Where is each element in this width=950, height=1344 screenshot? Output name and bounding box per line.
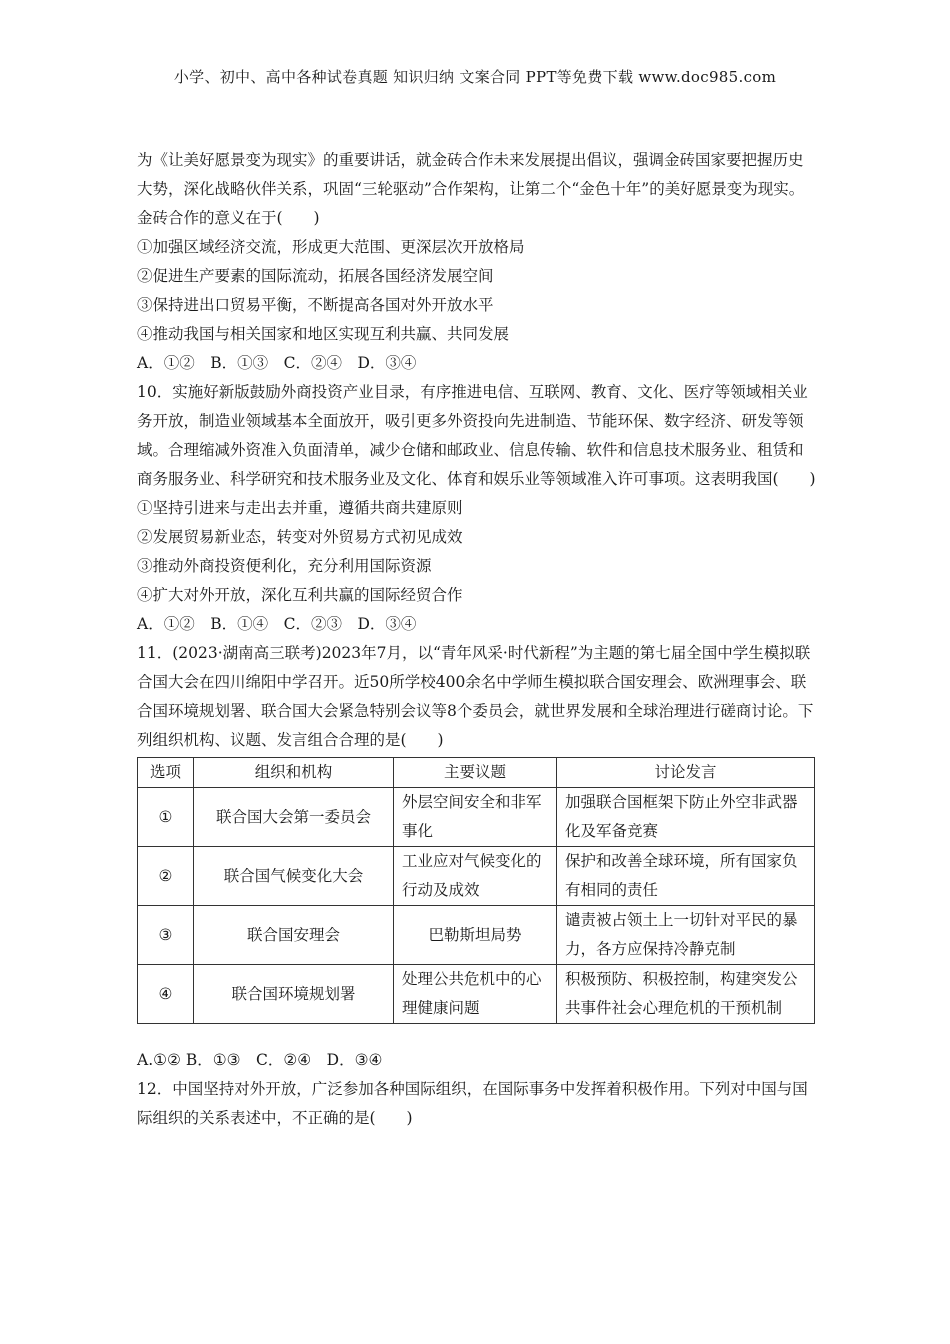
column-header: 组织和机构	[194, 758, 394, 788]
options-table	[137, 757, 815, 1024]
column-header: 讨论发言	[557, 758, 815, 788]
table-cell: 积极预防、积极控制，构建突发公共事件社会心理危机的干预机制	[557, 965, 815, 1024]
table-cell: 保护和改善全球环境，所有国家负有相同的责任	[557, 847, 815, 906]
answer-choices: A.①② B．①③ C．②④ D．③④	[137, 1051, 383, 1069]
question-stem: 11．(2023·湖南高三联考)2023年7月，以“青年风采·时代新程”为主题的第七届全国中学生模拟联合国大会在四川绵阳中学召开。近50所学校400余名中学师生模拟联合国安理会、欧洲理事会、联合国环境规划署、联合国大会紧急特别会议等8个委员会，就世界发展和全球治理进行磋商讨论。下列组织机构、议题、发言组合合理的是( )	[137, 644, 814, 749]
option-4: ④推动我国与相关国家和地区实现互利共赢、共同发展	[137, 325, 510, 343]
question-11	[137, 639, 817, 1075]
table-cell: 处理公共危机中的心理健康问题	[394, 965, 557, 1024]
question-12	[137, 1075, 817, 1133]
table-header-row	[138, 758, 815, 788]
table-row	[138, 906, 815, 965]
question-9	[137, 146, 817, 378]
question-stem: 10．实施好新版鼓励外商投资产业目录，有序推进电信、互联网、教育、文化、医疗等领域相关业务开放，制造业领域基本全面放开，吸引更多外资投向先进制造、节能环保、数字经济、研发等领域。合理缩减外资准入负面清单，减少仓储和邮政业、信息传输、软件和信息技术服务业、租赁和商务服务业、科学研究和技术服务业及文化、体育和娱乐业等领域准入许可事项。这表明我国( )	[137, 383, 816, 488]
table-row	[138, 965, 815, 1024]
table-cell: ③	[138, 906, 194, 965]
table-cell: 联合国气候变化大会	[194, 847, 394, 906]
page-header: 小学、初中、高中各种试卷真题 知识归纳 文案合同 PPT等免费下载 www.doc985.com	[173, 68, 777, 86]
question-stem: 12．中国坚持对外开放，广泛参加各种国际组织，在国际事务中发挥着积极作用。下列对中国与国际组织的关系表述中，不正确的是( )	[137, 1080, 808, 1127]
table-cell: 联合国环境规划署	[194, 965, 394, 1024]
table-row	[138, 788, 815, 847]
table-cell: 联合国大会第一委员会	[194, 788, 394, 847]
column-header: 选项	[138, 758, 194, 788]
table-cell: 巴勒斯坦局势	[394, 906, 557, 965]
table-cell: ④	[138, 965, 194, 1024]
option-4: ④扩大对外开放，深化互利共赢的国际经贸合作	[137, 586, 463, 604]
table-cell: ①	[138, 788, 194, 847]
option-3: ③推动外商投资便利化，充分利用国际资源	[137, 557, 432, 575]
document-body	[137, 146, 817, 1133]
question-10	[137, 378, 817, 639]
option-2: ②促进生产要素的国际流动，拓展各国经济发展空间	[137, 267, 494, 285]
question-stem: 为《让美好愿景变为现实》的重要讲话，就金砖合作未来发展提出倡议，强调金砖国家要把握历史大势，深化战略伙伴关系，巩固“三轮驱动”合作架构，让第二个“金色十年”的美好愿景变为现实。金砖合作的意义在于( )	[137, 151, 805, 227]
option-1: ①加强区域经济交流，形成更大范围、更深层次开放格局	[137, 238, 525, 256]
answer-choices: A．①② B．①④ C．②③ D．③④	[137, 615, 417, 633]
column-header: 主要议题	[394, 758, 557, 788]
table-cell: 外层空间安全和非军事化	[394, 788, 557, 847]
table-cell: 联合国安理会	[194, 906, 394, 965]
option-2: ②发展贸易新业态，转变对外贸易方式初见成效	[137, 528, 463, 546]
table-cell: 加强联合国框架下防止外空非武器化及军备竞赛	[557, 788, 815, 847]
table-cell: 工业应对气候变化的行动及成效	[394, 847, 557, 906]
answer-choices: A．①② B．①③ C．②④ D．③④	[137, 354, 417, 372]
option-1: ①坚持引进来与走出去并重，遵循共商共建原则	[137, 499, 463, 517]
option-3: ③保持进出口贸易平衡，不断提高各国对外开放水平	[137, 296, 494, 314]
table-cell: 谴责被占领土上一切针对平民的暴力，各方应保持冷静克制	[557, 906, 815, 965]
table-cell: ②	[138, 847, 194, 906]
table-row	[138, 847, 815, 906]
